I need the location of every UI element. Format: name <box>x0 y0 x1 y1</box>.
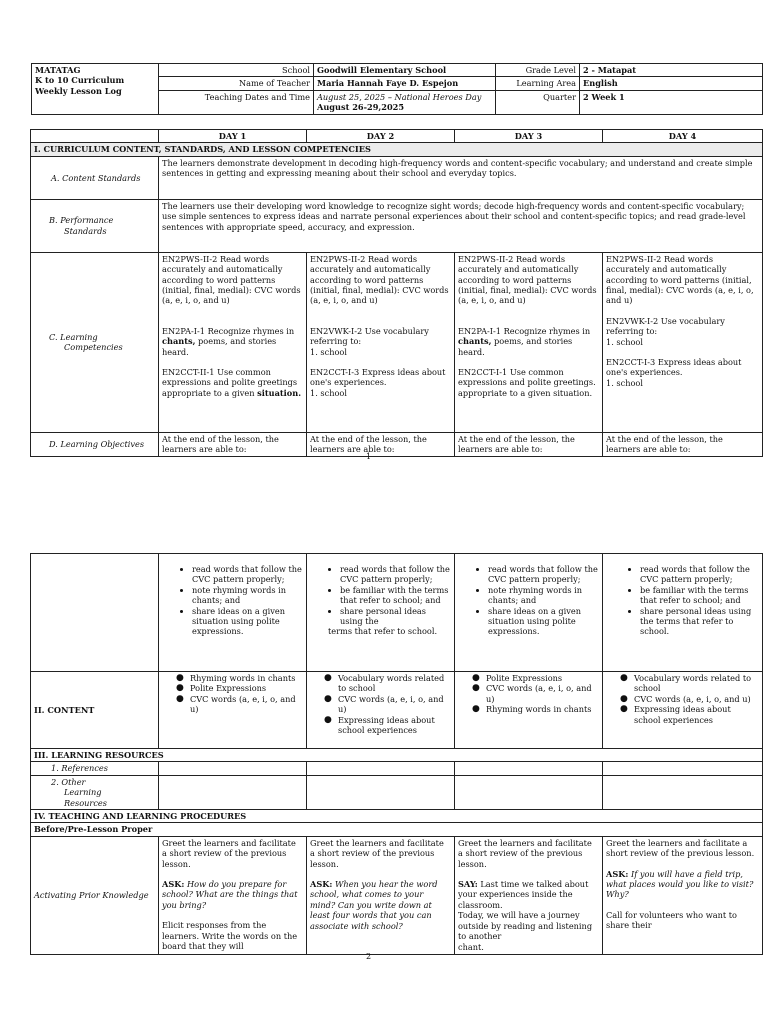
references-day-4 <box>603 762 763 775</box>
objective-text: terms that refer to school. <box>328 626 438 637</box>
objectives-intro-day-1: At the end of the lesson, the learners are able to: <box>159 432 307 456</box>
competency-emphasis: chants, <box>458 336 492 347</box>
objective-item: • note rhyming words in chants; and <box>488 585 599 606</box>
objectives-intro-day-2: At the end of the lesson, the learners are able to: <box>307 432 455 456</box>
procedure-text: Greet the learners and facilitate a short review of the previous lesson. <box>606 837 755 859</box>
content-item: ● Polite Expressions <box>176 683 303 693</box>
objective-item: • share ideas on a given situation using polite expressions. <box>192 606 303 637</box>
content-item: ● CVC words (a, e, i, o, and u) <box>176 694 303 715</box>
content-item: ● Polite Expressions <box>472 673 599 683</box>
label-line: Standards <box>64 225 107 236</box>
competency-text: EN2PA-I-1 Recognize rhymes in <box>458 325 591 336</box>
title-line: MATATAG <box>35 65 81 75</box>
question-text: If you will have a field trip, what places would you like to visit? Why? <box>606 868 754 900</box>
teaching-dates: August 26-29,2025 <box>317 102 405 113</box>
teacher-value: Maria Hannah Faye D. Espejon <box>314 77 496 90</box>
learning-competencies-label <box>31 252 159 432</box>
procedure-say <box>458 879 599 910</box>
content-standards-text: The learners demonstrate development in decoding high-frequency words and content-specific vocabulary; and understand and create simple sentences in getting and expressing meaning about their school and everyday topics. <box>159 156 763 199</box>
content-item: ● CVC words (a, e, i, o, and u) <box>324 694 451 715</box>
school-label: School <box>159 64 314 77</box>
competency: EN2PWS-II-2 Read words accurately and automatically according to word patterns (initial, final, medial): CVC words (a, e, i, o, and u) <box>162 253 301 306</box>
objective-item <box>328 605 451 637</box>
quarter-label: Quarter <box>496 90 580 114</box>
objectives-intro-day-3: At the end of the lesson, the learners are able to: <box>455 432 603 456</box>
ask-label: ASK: <box>162 879 185 890</box>
procedure-text: Today, we will have a journey outside by reading and listening to another <box>458 910 593 942</box>
performance-standards-text: The learners use their developing word knowledge to recognize sight words; decode high-frequency words and content-specific vocabulary; use simple sentences to express ideas and narrate personal experiences about their school and content-specific topics; and read grade-level sentences with appropriate speed, accuracy, and expression. <box>159 199 763 252</box>
lesson-table-page1 <box>30 129 763 457</box>
header-table <box>31 63 763 115</box>
references-label: 1. References <box>31 762 159 775</box>
procedures-heading: IV. TEACHING AND LEARNING PROCEDURES <box>31 810 763 823</box>
competencies-day-2 <box>307 252 455 432</box>
references-day-2 <box>307 762 455 775</box>
learning-area-value: English <box>580 77 763 90</box>
competency: EN2VWK-I-2 Use vocabulary referring to: <box>310 325 429 347</box>
activating-prior-knowledge-label: Activating Prior Knowledge <box>31 836 159 954</box>
content-item: ● Rhyming words in chants <box>472 704 599 714</box>
objectives-day-2 <box>307 554 455 672</box>
before-lesson-heading: Before/Pre-Lesson Proper <box>31 823 763 836</box>
title-line: K to 10 Curriculum <box>35 75 125 86</box>
procedure-text: Greet the learners and facilitate a short review of the previous lesson. <box>162 837 296 869</box>
competency-item: 1. school <box>606 377 643 388</box>
lesson-log-title <box>32 64 159 115</box>
objectives-label-cont <box>31 554 159 672</box>
title-line: Weekly Lesson Log <box>35 85 122 96</box>
competency: EN2CCT-I-3 Express ideas about one's experiences. <box>606 357 742 378</box>
grade-level-label: Grade Level <box>496 64 580 77</box>
objectives-intro-day-4: At the end of the lesson, the learners are able to: <box>603 432 763 456</box>
grade-level-value: 2 - Matapat <box>580 64 763 77</box>
label-line: 2. Other <box>51 776 86 787</box>
objectives-day-3 <box>455 554 603 672</box>
label-line: C. Learning <box>49 331 98 342</box>
other-resources-day-1 <box>159 775 307 809</box>
competency-text: EN2CCT-II-1 Use common expressions and polite greetings appropriate to a given <box>162 367 298 398</box>
objective-item: • note rhyming words in chants; and <box>192 585 303 606</box>
competency-text: poems, and stories heard. <box>458 336 573 357</box>
competency: EN2CCT-I-3 Express ideas about one's experiences. <box>310 367 446 388</box>
competency <box>162 367 303 398</box>
content-day-1 <box>159 672 307 749</box>
competency: EN2VWK-I-2 Use vocabulary referring to: <box>606 315 725 337</box>
content-item: ● Vocabulary words related to school <box>620 673 759 694</box>
activating-day-4 <box>603 836 763 954</box>
objective-item: • read words that follow the CVC pattern properly; <box>488 564 599 585</box>
competency <box>458 326 599 357</box>
activating-day-3 <box>455 836 603 954</box>
competency-text: EN2PA-I-1 Recognize rhymes in <box>162 325 295 336</box>
objective-item: • share ideas on a given situation using polite expressions. <box>488 606 599 637</box>
other-resources-day-2 <box>307 775 455 809</box>
content-day-2 <box>307 672 455 749</box>
other-resources-day-4 <box>603 775 763 809</box>
competency-item: 1. school <box>606 336 643 347</box>
competency: EN2PWS-II-2 Read words accurately and automatically according to word patterns (initial, final, medial): CVC words (a, e, i, o, and u) <box>606 253 754 306</box>
procedure-text: Greet the learners and facilitate a short review of the previous lesson. <box>310 837 444 869</box>
dates-label: Teaching Dates and Time <box>159 90 314 114</box>
competency: EN2PWS-II-2 Read words accurately and automatically according to word patterns (initial, final, medial): CVC words (a, e, i, o, and u) <box>310 253 449 306</box>
quarter-value: 2 Week 1 <box>580 90 763 114</box>
objective-item: • read words that follow the CVC pattern properly; <box>192 564 303 585</box>
learning-area-label: Learning Area <box>496 77 580 90</box>
procedure-text: Elicit responses from the learners. Write the words on the board that they will <box>162 920 298 952</box>
day-4-header: DAY 4 <box>603 130 763 143</box>
procedure-text: Greet the learners and facilitate a short review of the previous lesson. <box>458 837 592 869</box>
performance-standards-label <box>31 199 159 252</box>
label-line: Learning <box>64 787 102 798</box>
day-3-header: DAY 3 <box>455 130 603 143</box>
competency-item: 1. school <box>310 346 347 357</box>
ask-label: ASK: <box>606 868 629 879</box>
question-text: When you hear the word school, what comes to your mind? Can you write down at least four words that you can associate with school? <box>310 879 438 931</box>
activating-day-1 <box>159 836 307 954</box>
competency <box>162 326 303 357</box>
content-day-3 <box>455 672 603 749</box>
competency-emphasis: chants, <box>162 336 196 347</box>
content-item: ● Vocabulary words related to school <box>324 673 451 694</box>
competency-item: 1. school <box>310 387 347 398</box>
learning-resources-heading: III. LEARNING RESOURCES <box>31 749 763 762</box>
competencies-day-3 <box>455 252 603 432</box>
content-section-label: II. CONTENT <box>31 672 159 749</box>
competency: EN2CCT-I-1 Use common expressions and polite greetings. appropriate to a given situation. <box>458 367 596 398</box>
holiday-date: August 25, 2025 – National Heroes Day <box>317 91 482 102</box>
content-day-4 <box>603 672 763 749</box>
say-label: SAY: <box>458 879 478 890</box>
school-value: Goodwill Elementary School <box>314 64 496 77</box>
other-resources-day-3 <box>455 775 603 809</box>
content-item: ● CVC words (a, e, i, o, and u) <box>620 694 759 704</box>
procedure-text: chant. <box>458 941 484 952</box>
objective-item: • read words that follow the CVC pattern properly; <box>340 564 451 585</box>
competency: EN2PWS-II-2 Read words accurately and automatically according to word patterns (initial, final, medial): CVC words (a, e, i, o, and u) <box>458 253 597 306</box>
lesson-table-page2 <box>30 553 763 955</box>
day-2-header: DAY 2 <box>307 130 455 143</box>
procedure-question <box>606 869 759 900</box>
procedure-text: Call for volunteers who want to share their <box>606 909 737 931</box>
section-1-heading: I. CURRICULUM CONTENT, STANDARDS, AND LESSON COMPETENCIES <box>31 143 763 156</box>
label-line: Resources <box>64 797 107 808</box>
references-day-1 <box>159 762 307 775</box>
objective-item: • read words that follow the CVC pattern properly; <box>640 564 759 585</box>
competencies-day-1 <box>159 252 307 432</box>
competencies-day-4 <box>603 252 763 432</box>
day-1-header: DAY 1 <box>159 130 307 143</box>
content-item: ● Expressing ideas about school experiences <box>620 704 759 725</box>
content-item: ● Rhyming words in chants <box>176 673 303 683</box>
competency-emphasis: situation. <box>257 387 302 398</box>
objective-item: • be familiar with the terms that refer to school; and <box>640 585 759 606</box>
learning-objectives-label: D. Learning Objectives <box>31 432 159 456</box>
say-text: Last time we talked about your experiences inside the classroom. <box>458 879 589 910</box>
content-item: ● Expressing ideas about school experiences <box>324 715 451 736</box>
page-number: 2 <box>366 952 372 961</box>
dates-value <box>314 90 496 114</box>
day-header-row <box>31 130 763 143</box>
content-item: ● CVC words (a, e, i, o, and u) <box>472 683 599 704</box>
procedure-question <box>310 879 451 931</box>
objectives-day-4 <box>603 554 763 672</box>
objective-item: • share personal ideas using the terms that refer to school. <box>640 606 759 637</box>
objectives-day-1 <box>159 554 307 672</box>
label-line: B. Performance <box>49 215 114 226</box>
question-text: How do you prepare for school? What are the things that you bring? <box>162 879 298 910</box>
content-standards-label: A. Content Standards <box>31 156 159 199</box>
ask-label: ASK: <box>310 879 333 890</box>
objective-text: share personal ideas using the <box>340 605 427 627</box>
competency-text: poems, and stories heard. <box>162 336 277 357</box>
activating-day-2 <box>307 836 455 954</box>
label-line: Competencies <box>64 342 123 353</box>
other-resources-label <box>31 775 159 809</box>
page-number: 1 <box>366 452 372 461</box>
procedure-question <box>162 879 303 910</box>
references-day-3 <box>455 762 603 775</box>
objective-item: • be familiar with the terms that refer to school; and <box>340 585 451 606</box>
teacher-label: Name of Teacher <box>159 77 314 90</box>
